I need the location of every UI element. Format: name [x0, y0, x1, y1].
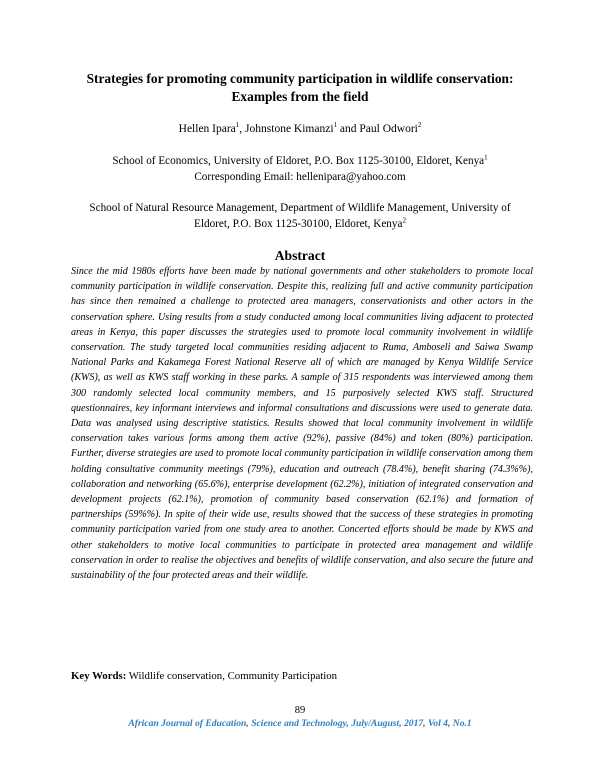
affiliation-1-mark: 1 — [484, 153, 488, 162]
author-separator: and — [337, 123, 360, 135]
author-name: Johnstone Kimanzi — [245, 123, 334, 135]
affiliation-2-text: Eldoret, P.O. Box 1125-30100, Eldoret, Kenya — [194, 218, 403, 230]
affiliation-1-address — [70, 153, 530, 169]
paper-title-line-1: Strategies for promoting community participation in wildlife conservation: — [86, 71, 514, 86]
paper-title-line-2: Examples from the field — [231, 89, 369, 104]
author-affiliation-mark: 2 — [417, 121, 422, 130]
affiliation-2-line-1: School of Natural Resource Management, Department of Wildlife Management, University of — [89, 202, 511, 214]
affiliation-2-line-2 — [60, 216, 540, 232]
page-number: 89 — [294, 705, 306, 716]
author-affiliation-mark: 1 — [333, 121, 338, 130]
author-separator: , — [239, 123, 246, 135]
abstract-heading: Abstract — [274, 248, 326, 263]
author-list — [60, 122, 540, 137]
author-affiliation-mark: 1 — [235, 121, 240, 130]
keywords-text: Wildlife conservation, Community Participation — [126, 670, 338, 682]
affiliation-1 — [70, 153, 530, 185]
affiliation-2-mark: 2 — [402, 216, 406, 225]
keywords-label: Key Words: — [71, 670, 127, 682]
affiliation-2 — [60, 200, 540, 232]
journal-footer: African Journal of Education, Science and Technology, July/August, 2017, Vol 4, No.1 — [128, 718, 472, 729]
affiliation-1-text: School of Economics, University of Eldoret, P.O. Box 1125-30100, Eldoret, Kenya — [112, 155, 485, 167]
abstract-body: Since the mid 1980s efforts have been made by national governments and other stakeholders to promote local community participation in wildlife conservation. Despite this, realizing full and active community participation has since then remained a challenge to protected area managers, conservationists and other actors in the conservation sphere. Using results from a study conducted among local communities living adjacent to protected areas in Kenya, this paper discusses the strategies used to promote local community involvement in wildlife conservation. The study targeted local communities residing adjacent to Ruma, Amboseli and Saiwa Swamp National Parks and Kakamega Forest National Reserve all of which are managed by Kenya Wildlife Service (KWS), as well as KWS staff working in these parks. A sample of 315 respondents was interviewed among them 300 randomly selected local community members, and 15 purposively selected KWS staff. Structured questionnaires, key informant interviews and informal consultations and discussions were used to generate data. Data was analysed using descriptive statistics. Results showed that local community involvement in wildlife conservation takes various forms among them active (92%), passive (84%) and token (80%) participation. Further, diverse strategies are used to promote local community participation in wildlife conservation among them holding consultative community meetings (79%), education and outreach (78.4%), benefit sharing (74.3%%), collaboration and networking (65.6%), enterprise development (62.2%), initiation of integrated conservation and development projects (62.1%), promotion of community based conservation (62.1%) and formation of partnerships (59%%). In spite of their wide use, results showed that the success of these strategies in promoting community participation varied from one study area to another. Concerted efforts should be made by KWS and other stakeholders to motive local communities to participate in protected area management and wildlife conservation in order to realise the objectives and benefits of wildlife conservation, and also secure the future and sustainability of the four protected areas and their wildlife. — [71, 266, 533, 582]
keywords — [71, 669, 531, 684]
author-name: Paul Odwori — [359, 123, 418, 135]
paper-title — [60, 70, 540, 106]
corresponding-email: Corresponding Email: hellenipara@yahoo.com — [194, 171, 406, 183]
author-name: Hellen Ipara — [178, 123, 236, 135]
